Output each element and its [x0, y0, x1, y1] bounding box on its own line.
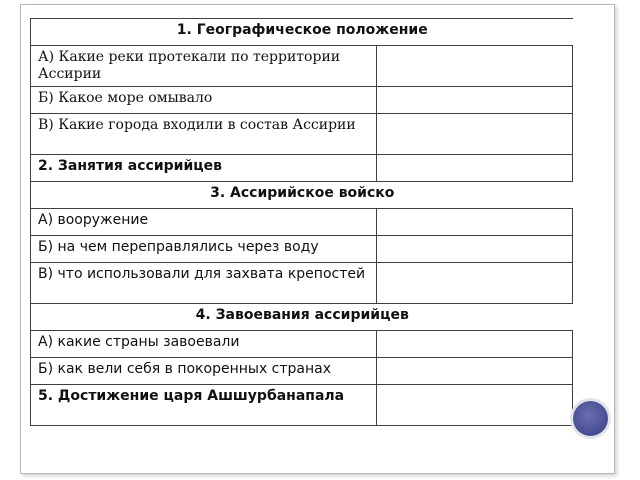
table-row: [31, 331, 573, 358]
question-crossing: Б) на чем переправлялись через воду: [31, 236, 377, 263]
answer-cell-cities[interactable]: [376, 114, 572, 155]
section-title-army: 3. Ассирийское войско: [31, 182, 573, 209]
answer-cell-countries[interactable]: [376, 331, 572, 358]
section-title-geography: 1. Географическое положение: [31, 19, 573, 46]
section-title-conquests: 4. Завоевания ассирийцев: [31, 304, 573, 331]
question-rivers: А) Какие реки протекали по территории Ассирии: [31, 46, 377, 87]
answer-cell-weapons[interactable]: [376, 209, 572, 236]
table-row: [31, 209, 573, 236]
question-behavior: Б) как вели себя в покоренных странах: [31, 358, 377, 385]
worksheet-table: [30, 18, 573, 426]
table-row: [31, 155, 573, 182]
answer-cell-rivers[interactable]: [376, 46, 572, 87]
answer-cell-sea[interactable]: [376, 87, 572, 114]
table-row: [31, 263, 573, 304]
table-row: [31, 385, 573, 426]
circle-navigation-icon[interactable]: [573, 401, 608, 436]
answer-cell-crossing[interactable]: [376, 236, 572, 263]
question-ashurbanipal: 5. Достижение царя Ашшурбанапала: [31, 385, 377, 426]
answer-cell-occupations[interactable]: [376, 155, 572, 182]
table-row: [31, 46, 573, 87]
section-header-row: [31, 304, 573, 331]
section-header-row: [31, 182, 573, 209]
question-occupations: 2. Занятия ассирийцев: [31, 155, 377, 182]
question-cities: В) Какие города входили в состав Ассирии: [31, 114, 377, 155]
answer-cell-behavior[interactable]: [376, 358, 572, 385]
table-row: [31, 114, 573, 155]
section-header-row: [31, 19, 573, 46]
table-row: [31, 236, 573, 263]
answer-cell-siege[interactable]: [376, 263, 572, 304]
question-siege: В) что использовали для захвата крепостей: [31, 263, 377, 304]
question-countries: А) какие страны завоевали: [31, 331, 377, 358]
question-sea: Б) Какое море омывало: [31, 87, 377, 114]
question-weapons: А) вооружение: [31, 209, 377, 236]
table-row: [31, 87, 573, 114]
answer-cell-ashurbanipal[interactable]: [376, 385, 572, 426]
table-row: [31, 358, 573, 385]
